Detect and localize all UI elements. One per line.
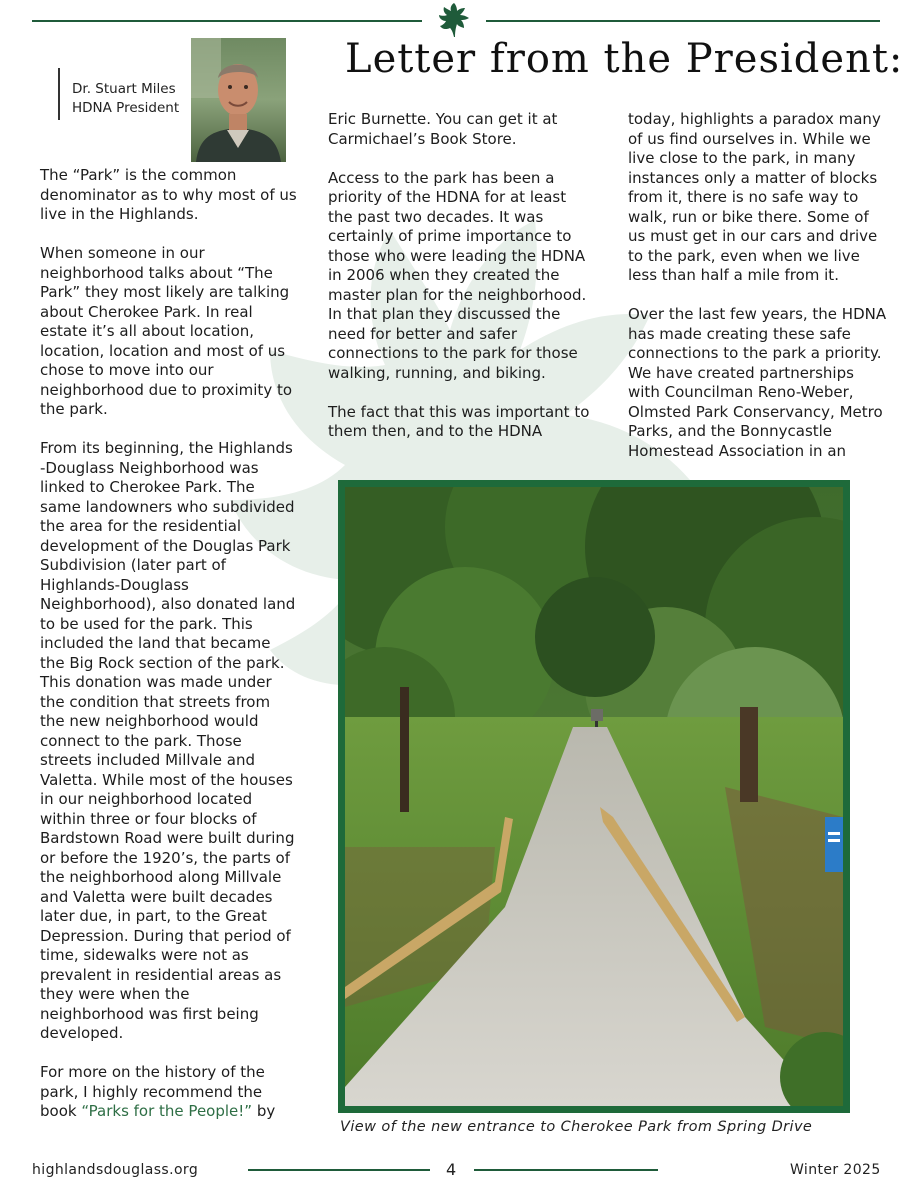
column-right [628, 110, 890, 461]
header-rule-right [486, 20, 880, 22]
footer-rule-right [474, 1169, 658, 1171]
paragraph: today, highlights a paradox many of us find ourselves in. While we live close to the park, in many instances only a matter of blocks from it, there is no safe way to walk, run or bike there. Some of us must get in our cars and drive to the park, even when we live less than half a mile from it. [628, 110, 881, 284]
paragraph [40, 1063, 298, 1122]
paragraph: Eric Burnette. You can get it at Carmichael’s Book Store. [328, 110, 558, 148]
paragraph: The “Park” is the common denominator as to why most of us live in the Highlands. [40, 166, 297, 223]
paragraph: From its beginning, the Highlands -Douglass Neighborhood was linked to Cherokee Park. The same landowners who subdivided the area for the residential development of the Douglas Park Subdivision (later part of Highlands-Douglass Neighborhood), also donated land to be used for the park. This included the land that became the Big Rock section of the park. This donation was made under the condition that streets from the new neighborhood would connect to the park. Those streets included Millvale and Valetta. While most of the houses in our neighborhood located within three or four blocks of Bardstown Road were built during or before the 1920’s, the parts of the neighborhood along Millvale and Valetta were built decades later due, in part, to the Great Depression. During that period of time, sidewalks were not as prevalent in residential areas as they were when the neighborhood was first being developed. [40, 439, 296, 1042]
page-title: Letter from the President: [345, 36, 904, 82]
footer-issue: Winter 2025 [790, 1162, 881, 1178]
park-entrance-photo [345, 487, 843, 1106]
footer-rule-left [248, 1169, 430, 1171]
paragraph: When someone in our neighborhood talks about “The Park” they most likely are talking about Cherokee Park. In real estate it’s all about location, location, location and most of us chose to move into our neighborhood due to proximity to the park. [40, 244, 293, 418]
paragraph: The fact that this was important to them then, and to the HDNA [328, 402, 590, 440]
header-rule-left [32, 20, 422, 22]
author-portrait [191, 38, 286, 162]
column-left [40, 166, 298, 1122]
paragraph: Access to the park has been a priority of the HDNA for at least the past two decades. It was certainly of prime importance to those who were leading the HDNA in 2006 when they created the master plan for the neighborhood. In that plan they discussed the need for better and safer connections to the park for those walking, running, and biking. [328, 168, 587, 382]
paragraph-text: For more on the history of the park, I highly recommend the book [40, 1063, 265, 1120]
byline [72, 80, 179, 118]
footer-website: highlandsdouglass.org [32, 1162, 199, 1178]
author-name: Dr. Stuart Miles [72, 81, 176, 97]
paragraph: Over the last few years, the HDNA has made creating these safe connections to the park a priority. We have created partnerships with Councilman Reno-Weber, Olmsted Park Conservancy, Metro Parks, and the Bonnycastle Homestead Association in an [628, 305, 887, 460]
photo-caption: View of the new entrance to Cherokee Park from Spring Drive [340, 1119, 813, 1135]
page-number: 4 [446, 1160, 457, 1179]
paragraph-text: by [252, 1102, 276, 1120]
column-middle [328, 110, 590, 442]
author-role: HDNA President [72, 100, 180, 116]
oak-leaf-icon [437, 2, 471, 38]
byline-divider [58, 68, 60, 120]
book-title-link[interactable]: “Parks for the People!” [81, 1102, 253, 1120]
